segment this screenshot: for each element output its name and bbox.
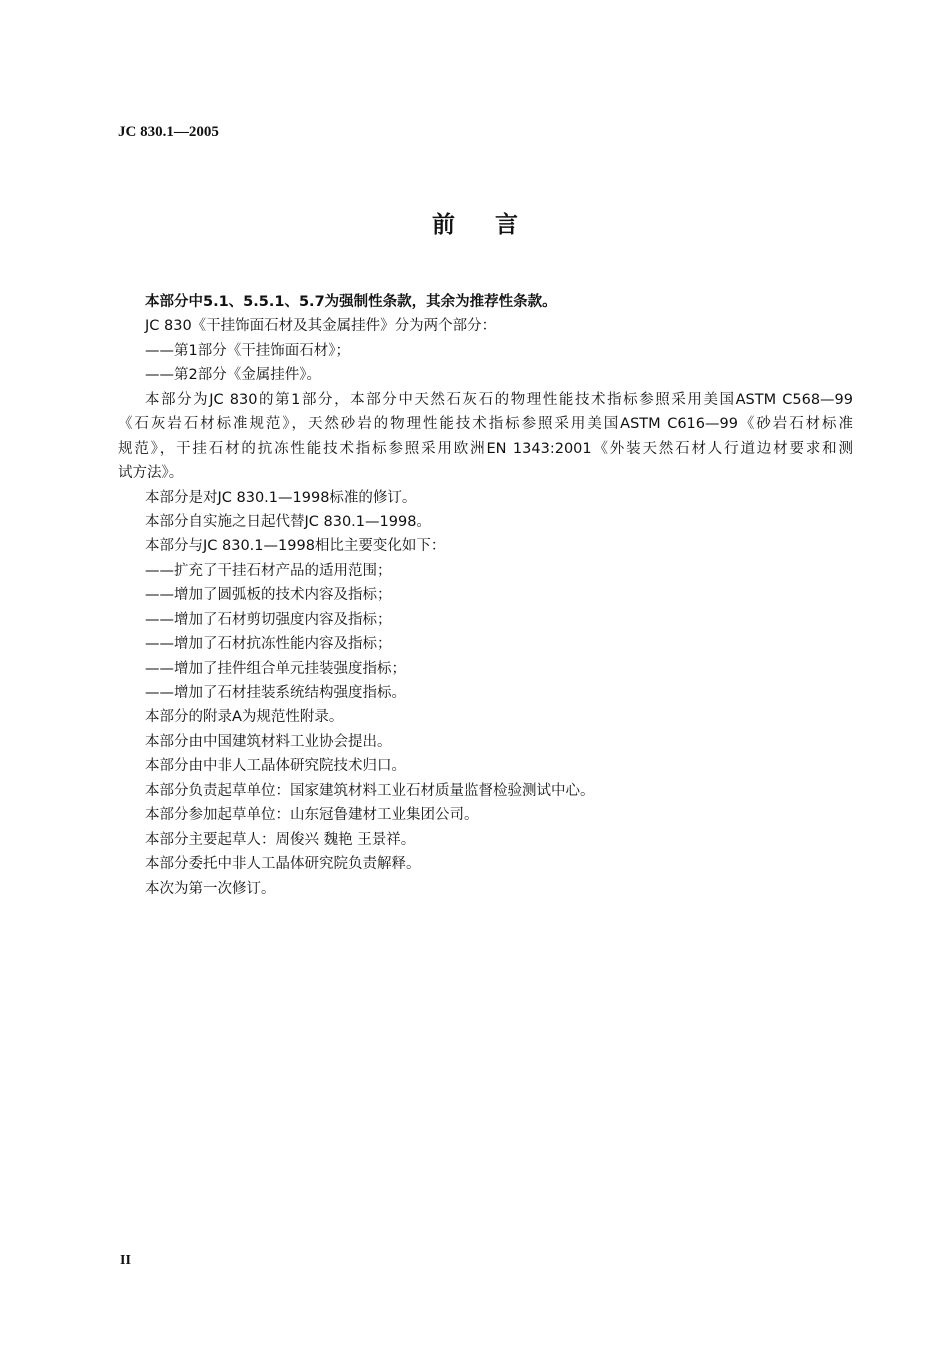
reference-line: 规范》，干挂石材的抗冻性能技术指标参照采用欧洲EN 1343:2001《外装天然石材人行道边材要求和测 [118,440,853,457]
document-number: JC 830.1—2005 [118,124,219,140]
change-item: ——增加了圆弧板的技术内容及指标； [145,587,392,604]
page-title: 前言 [432,212,558,238]
closing-line: 本部分负责起草单位：国家建筑材料工业石材质量监督检验测试中心。 [145,782,595,799]
closing-line: 本部分委托中非人工晶体研究院负责解释。 [145,856,421,873]
change-item: ——增加了石材抗冻性能内容及指标； [145,636,392,653]
closing-line: 本部分主要起草人：周俊兴 魏艳 王景祥。 [145,831,416,848]
foreword-body [118,290,853,901]
change-item: ——增加了挂件组合单元挂装强度指标； [145,660,406,677]
closing-line: 本次为第一次修订。 [145,880,276,897]
change-item: ——增加了石材剪切强度内容及指标； [145,611,392,628]
mandatory-clause-note: 本部分中5.1、5.5.1、5.7为强制性条款，其余为推荐性条款。 [145,294,557,310]
revision-line: 本部分自实施之日起代替JC 830.1—1998。 [145,513,431,530]
closing-line: 本部分由中国建筑材料工业协会提出。 [145,733,392,750]
intro-line: JC 830《干挂饰面石材及其金属挂件》分为两个部分： [145,318,497,335]
closing-line: 本部分的附录A为规范性附录。 [145,709,344,726]
change-item: ——增加了石材挂装系统结构强度指标。 [145,685,406,701]
reference-line: 《石灰岩石材标准规范》，天然砂岩的物理性能技术指标参照采用美国ASTM C616—99《砂岩石材标准 [118,416,853,433]
revision-line: 本部分与JC 830.1—1998相比主要变化如下： [145,538,446,555]
part-item: ——第2部分《金属挂件》。 [145,367,321,384]
reference-line: 试方法》。 [118,465,184,482]
closing-line: 本部分由中非人工晶体研究院技术归口。 [145,758,406,775]
part-item: ——第1部分《干挂饰面石材》； [145,342,350,359]
revision-line: 本部分是对JC 830.1—1998标准的修订。 [145,489,417,506]
closing-line: 本部分参加起草单位：山东冠鲁建材工业集团公司。 [145,807,479,824]
change-item: ——扩充了干挂石材产品的适用范围； [145,562,392,579]
reference-line: 本部分为JC 830的第1部分，本部分中天然石灰石的物理性能技术指标参照采用美国ASTM C568—99 [145,391,853,408]
page-number: II [120,1253,131,1268]
